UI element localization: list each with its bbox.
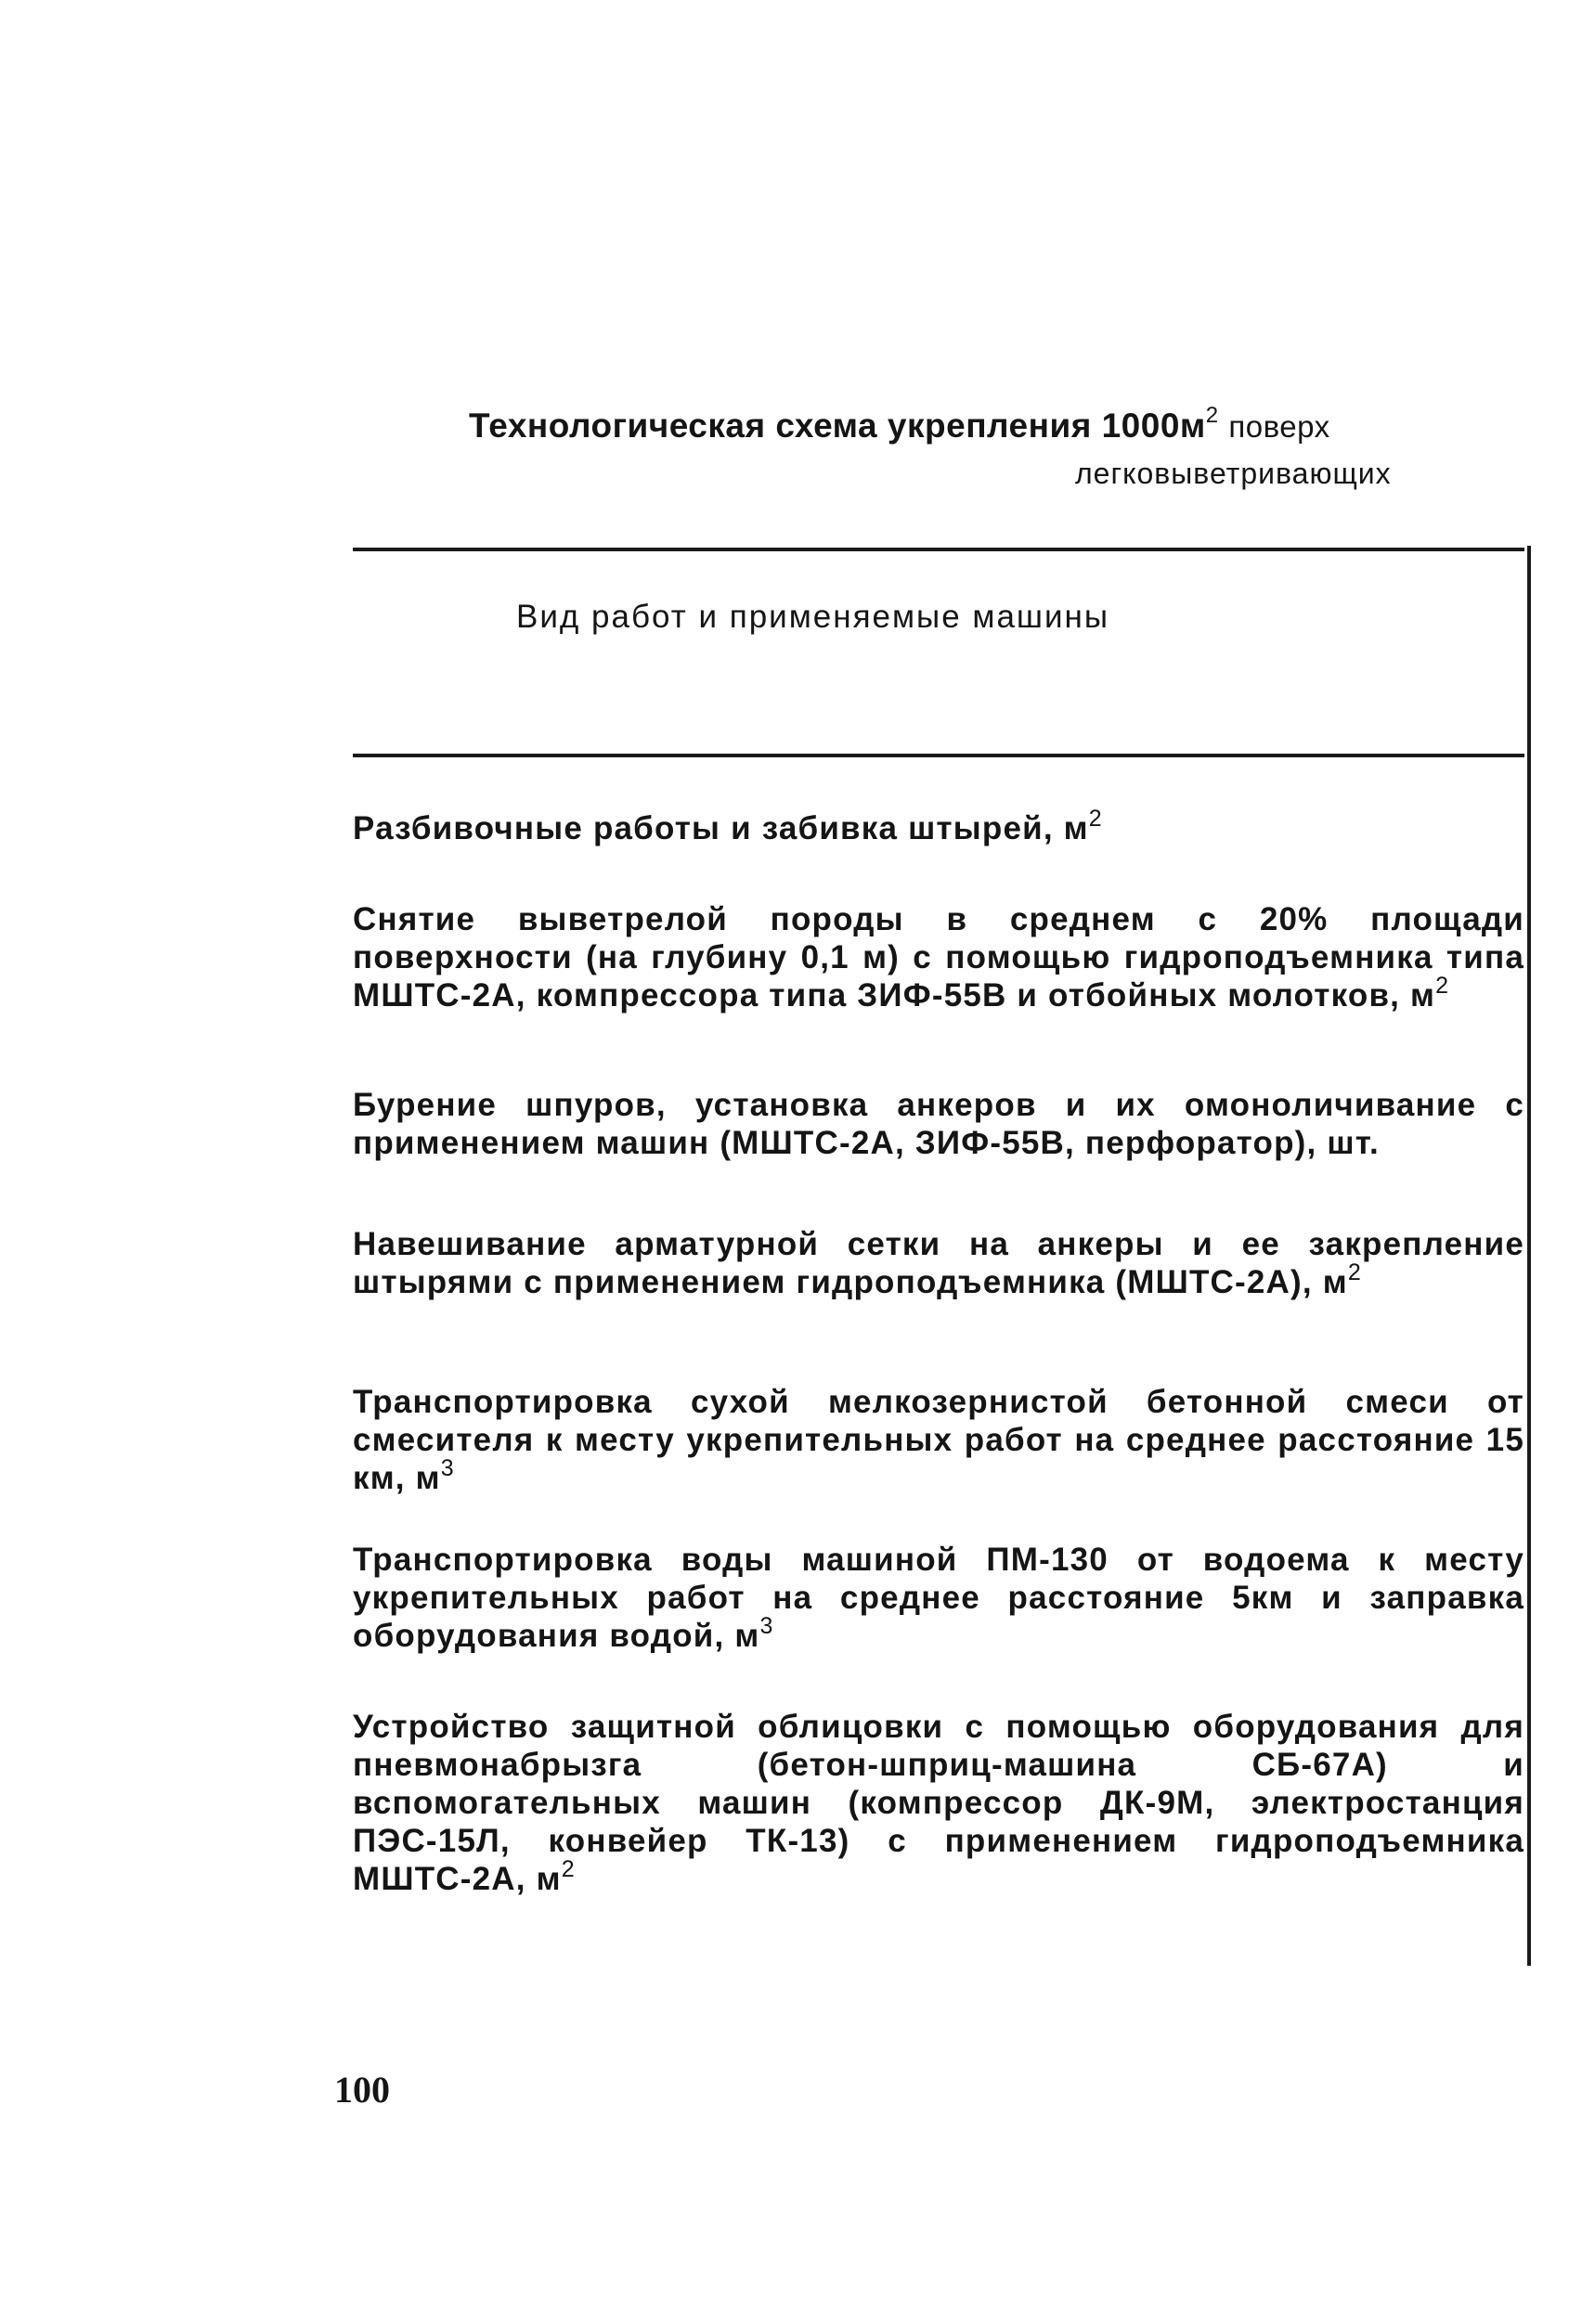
unit-power: 2 [1435, 973, 1450, 999]
document-title [469, 403, 1330, 445]
page-number: 100 [334, 2069, 390, 2111]
work-item-6 [353, 1541, 1524, 1655]
work-item-text: Бурение шпуров, установка анкеров и их омоноличивание с применением машин (МШТС-2А, ЗИФ-55В, перфоратор), шт. [353, 1087, 1524, 1161]
title-tail: поверх [1228, 409, 1330, 444]
work-item-text: Устройство защитной облицовки с помощью оборудования для пневмонабрызга (бетон-шприц-машина СБ-67А) и вспомогательных машин (компрессор ДК-9М, электростанция ПЭС-15Л, конвейер ТК-13) с применением гидроподъемника МШТС-2А, м [353, 1709, 1524, 1897]
work-item-2 [353, 900, 1524, 1014]
table-column-divider [1527, 546, 1531, 1966]
title-text: Технологическая схема укрепления 1000м [469, 407, 1206, 445]
title-unit-power: 2 [1205, 403, 1219, 428]
unit-power: 3 [440, 1455, 455, 1481]
work-item-5 [353, 1383, 1524, 1497]
work-item-text: Навешивание арматурной сетки на анкеры и ее закрепление штырями с применением гидроподъемника (МШТС-2А), м [353, 1226, 1524, 1300]
work-item-4 [353, 1225, 1524, 1301]
table-header-rule [353, 754, 1524, 757]
work-item-1 [353, 806, 1524, 847]
unit-power: 3 [759, 1613, 774, 1639]
work-item-text: Снятие выветрелой породы в среднем с 20% площади поверхности (на глубину 0,1 м) с помощью гидроподъемника типа МШТС-2А, компрессора типа ЗИФ-55В и отбойных молотков, м [353, 901, 1524, 1014]
unit-power: 2 [1347, 1259, 1362, 1285]
unit-power: 2 [561, 1856, 576, 1882]
work-item-7 [353, 1708, 1524, 1898]
work-item-3 [353, 1086, 1524, 1162]
work-item-text: Транспортировка воды машиной ПМ-130 от водоема к месту укрепительных работ на среднее расстояние 5км и заправка оборудования водой, м [353, 1542, 1524, 1654]
document-subtitle: легковыветривающих [1075, 457, 1392, 490]
work-item-text: Транспортировка сухой мелкозернистой бетонной смеси от смесителя к месту укрепительных работ на среднее расстояние 15 км, м [353, 1384, 1524, 1496]
column-header: Вид работ и применяемые машины [516, 599, 1110, 635]
table-top-rule [353, 548, 1524, 551]
unit-power: 2 [1088, 806, 1103, 832]
work-item-text: Разбивочные работы и забивка штырей, м [353, 810, 1089, 846]
